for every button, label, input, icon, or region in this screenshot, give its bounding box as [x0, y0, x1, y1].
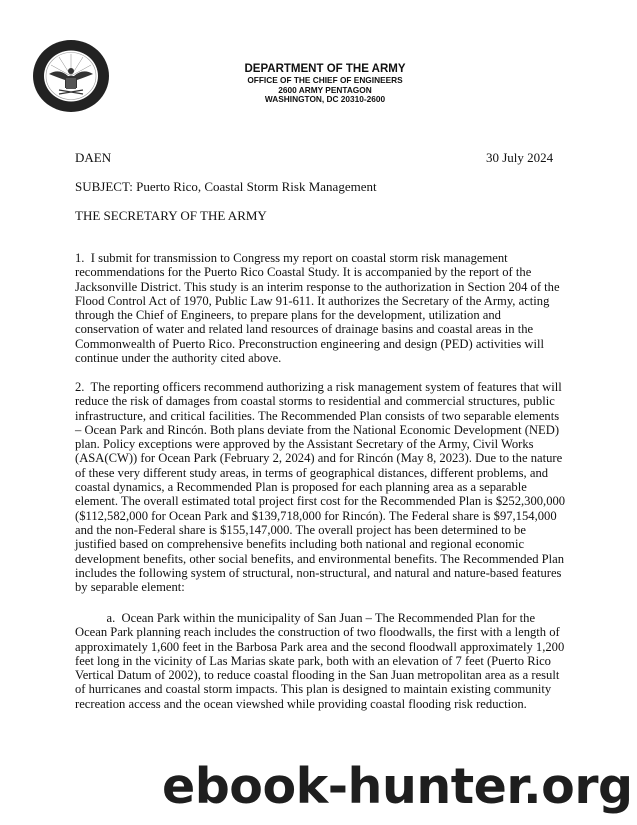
text-line: Vertical Datum of 2002), to reduce coastal flooding in the San Juan metropolitan area as a result [75, 668, 560, 683]
office-symbol: DAEN [75, 150, 112, 165]
text-line: Jacksonville District. This study is an interim response to the authorization in Section 204 of the [75, 279, 560, 294]
text-line: approximately 1,600 feet in the Barbosa Park area and the second floodwall approximately 1,200 [75, 639, 565, 654]
text-line: of these very different study areas, in terms of geographical distances, different problems, and [75, 465, 549, 480]
text-line: of hurricanes and coastal storm impacts. This plan is designed to maintain existing community [75, 682, 552, 697]
text-line: infrastructure, and critical facilities. The Recommended Plan consists of two separable elements [75, 408, 560, 423]
text-line: 2. The reporting officers recommend authorizing a risk management system of features that will [75, 380, 562, 394]
text-line: Commonwealth of Puerto Rico. Preconstruction engineering and design (PED) activities will [75, 336, 545, 351]
letterhead [200, 62, 450, 105]
text-line: element. The overall estimated total project first cost for the Recommended Plan is $252,300,000 [75, 494, 566, 509]
letterhead-office: OFFICE OF THE CHIEF OF ENGINEERS [247, 75, 403, 85]
paragraph-2 [75, 380, 565, 594]
paragraph-2a [75, 611, 564, 711]
text-line: feet long in the vicinity of Las Marias skate park, both with an elevation of 7 feet (Puerto Rico [75, 653, 551, 668]
text-line: recommendations for the Puerto Rico Coastal Study. It is accompanied by the report of the [75, 265, 532, 280]
text-line: recreation access and the ocean viewshed while providing coastal flooding risk reduction. [75, 696, 527, 711]
paragraph-1 [75, 251, 560, 365]
text-line: ($112,582,000 for Ocean Park and $139,718,000 for Rincón). The Federal share is $97,154,000 [75, 508, 557, 523]
memo-subject: SUBJECT: Puerto Rico, Coastal Storm Risk Management [75, 179, 377, 194]
text-line: (ASA(CW)) for Ocean Park (February 2, 2024) and for Rincón (May 8, 2023). Due to the nature [75, 451, 563, 466]
text-line: includes the following system of structural, non-structural, and natural and nature-based features [75, 565, 562, 580]
department-of-defense-seal [31, 38, 111, 114]
text-line: by separable element: [75, 580, 185, 595]
text-line: plan. Policy exceptions were approved by the Assistant Secretary of the Army, Civil Works [75, 437, 534, 452]
text-line: continue under the authority cited above. [75, 351, 282, 366]
text-line: conservation of water and related land resources of drainage basins and coastal areas in the [75, 322, 534, 337]
text-line: reduce the risk of damages from coastal storms to residential and commercial structures, public [75, 394, 555, 409]
letterhead-address-line-2: WASHINGTON, DC 20310-2600 [264, 94, 386, 104]
letterhead-address-line-1: 2600 ARMY PENTAGON [278, 84, 372, 95]
text-line: development benefits, other social benefits, and environmental benefits. The Recommended Plan [75, 551, 565, 566]
text-line: coastal dynamics, a Recommended Plan is proposed for each planning area as a separable [75, 480, 527, 495]
watermark: ebook-hunter.org [162, 758, 633, 815]
letterhead-title: DEPARTMENT OF THE ARMY [244, 63, 406, 75]
text-line: justified based on comprehensive benefits including both national and regional economic [75, 537, 525, 552]
memo-addressee: THE SECRETARY OF THE ARMY [75, 208, 267, 223]
text-line: through the Chief of Engineers, to prepare plans for the development, utilization and [75, 308, 501, 323]
text-line: Ocean Park planning reach includes the construction of two floodwalls, the first with a length of [75, 625, 560, 640]
text-line: – Ocean Park and Rincón. Both plans deviate from the National Economic Development (NED) [75, 422, 560, 437]
memo-date: 30 July 2024 [486, 150, 554, 165]
text-line: and the non-Federal share is $155,147,000. The overall project has been determined to be [75, 522, 526, 537]
text-line: 1. I submit for transmission to Congress my report on coastal storm risk management [75, 251, 508, 265]
text-line: Flood Control Act of 1970, Public Law 91-611. It authorizes the Secretary of the Army, acting [75, 293, 550, 308]
text-line: a. Ocean Park within the municipality of San Juan – The Recommended Plan for the [75, 611, 536, 625]
